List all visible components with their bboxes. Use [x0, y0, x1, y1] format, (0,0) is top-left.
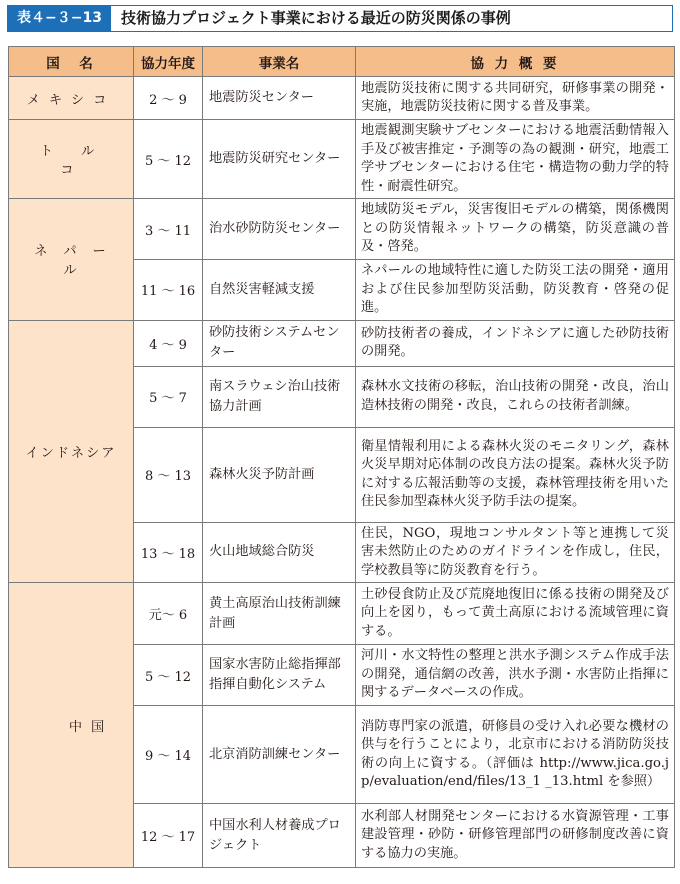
column-header-overview: 協 力 概 要 — [356, 47, 675, 77]
year-cell: 12 〜 17 — [134, 804, 203, 868]
description-cell: 森林水文技術の移転，治山技術の開発・改良，治山造林技術の開発・改良，これらの技術者訓練。 — [356, 366, 675, 427]
table-number: 表４−３−13 — [8, 6, 111, 31]
project-cell: 黄土高原治山技術訓練計画 — [203, 583, 356, 645]
description-cell: 地域防災モデル，災害復旧モデルの構築，関係機関との防災情報ネットワークの構築，防災意識の普及・啓発。 — [356, 199, 675, 260]
year-cell: 4 〜 9 — [134, 320, 203, 366]
project-cell: 地震防災研究センター — [203, 120, 356, 199]
project-cell: 砂防技術システムセンター — [203, 320, 356, 366]
table-row — [9, 77, 675, 120]
description-cell: 消防専門家の派遣，研修員の受け入れ必要な機材の供与を行うことにより，北京市における消防防災技術の向上に資する。（評価は http://www.jica.go.jp/evaluation/end/files/13_1 _13.html を参照） — [356, 706, 675, 804]
description-cell: 地震防災技術に関する共同研究，研修事業の開発・実施，地震防災技術に関する普及事業。 — [356, 77, 675, 120]
description-cell: 砂防技術者の養成，インドネシアに適した砂防技術の開発。 — [356, 320, 675, 366]
cooperation-projects-table — [8, 46, 675, 868]
description-cell: 地震観測実験サブセンターにおける地震活動情報入手及び被害推定・予測等の為の観測・研究，地震工学サブセンターにおける住宅・構造物の動力学的特性・耐震性研究。 — [356, 120, 675, 199]
description-cell: 衛星情報利用による森林火災のモニタリング，森林火災早期対応体制の改良方法の提案。森林火災予防に対する広報活動等の支援，森林管理技術を用いた住民参加型森林火災予防手法の提案。 — [356, 427, 675, 522]
project-cell: 北京消防訓練センター — [203, 706, 356, 804]
table-title-bar — [7, 5, 673, 32]
project-cell: 中国水利人材養成プロジェクト — [203, 804, 356, 868]
year-cell: 2 〜 9 — [134, 77, 203, 120]
year-cell: 元〜 6 — [134, 583, 203, 645]
table-row — [9, 199, 675, 260]
description-cell: 土砂侵食防止及び荒廃地復旧に係る技術の開発及び向上を図り，もって黄土高原における流域管理に資する。 — [356, 583, 675, 645]
year-cell: 11 〜 16 — [134, 260, 203, 321]
country-cell: ネパール — [9, 199, 134, 321]
page-title: 技術協力プロジェクト事業における最近の防災関係の事例 — [121, 9, 511, 27]
country-cell: メキシコ — [9, 77, 134, 120]
column-header-year: 協力年度 — [134, 47, 203, 77]
description-cell: 水利部人材開発センターにおける水資源管理・工事建設管理・砂防・研修管理部門の研修制度改善に資する協力の実施。 — [356, 804, 675, 868]
description-cell: ネパールの地域特性に適した防災工法の開発・適用および住民参加型防災活動，防災教育・啓発の促進。 — [356, 260, 675, 321]
year-cell: 13 〜 18 — [134, 522, 203, 583]
country-cell: トルコ — [9, 120, 134, 199]
project-cell: 地震防災センター — [203, 77, 356, 120]
country-cell: 中国 — [9, 583, 134, 868]
table-row — [9, 320, 675, 366]
project-cell: 南スラウェシ治山技術協力計画 — [203, 366, 356, 427]
project-cell: 火山地域総合防災 — [203, 522, 356, 583]
year-cell: 5 〜 12 — [134, 645, 203, 706]
project-cell: 治水砂防防災センター — [203, 199, 356, 260]
year-cell: 5 〜 12 — [134, 120, 203, 199]
year-cell: 9 〜 14 — [134, 706, 203, 804]
year-cell: 3 〜 11 — [134, 199, 203, 260]
table-row — [9, 583, 675, 645]
description-cell: 住民，NGO，現地コンサルタント等と連携して災害未然防止のためのガイドラインを作成し，住民，学校教員等に防災教育を行う。 — [356, 522, 675, 583]
table-row — [9, 120, 675, 199]
year-cell: 5 〜 7 — [134, 366, 203, 427]
column-header-project: 事業名 — [203, 47, 356, 77]
year-cell: 8 〜 13 — [134, 427, 203, 522]
table-header-row — [9, 47, 675, 77]
project-cell: 森林火災予防計画 — [203, 427, 356, 522]
project-cell: 自然災害軽減支援 — [203, 260, 356, 321]
description-cell: 河川・水文特性の整理と洪水予測システム作成手法の開発，通信網の改善，洪水予測・水害防止指揮に関するデータベースの作成。 — [356, 645, 675, 706]
project-cell: 国家水害防止総指揮部指揮自動化システム — [203, 645, 356, 706]
column-header-country: 国 名 — [9, 47, 134, 77]
country-cell: インドネシア — [9, 320, 134, 583]
